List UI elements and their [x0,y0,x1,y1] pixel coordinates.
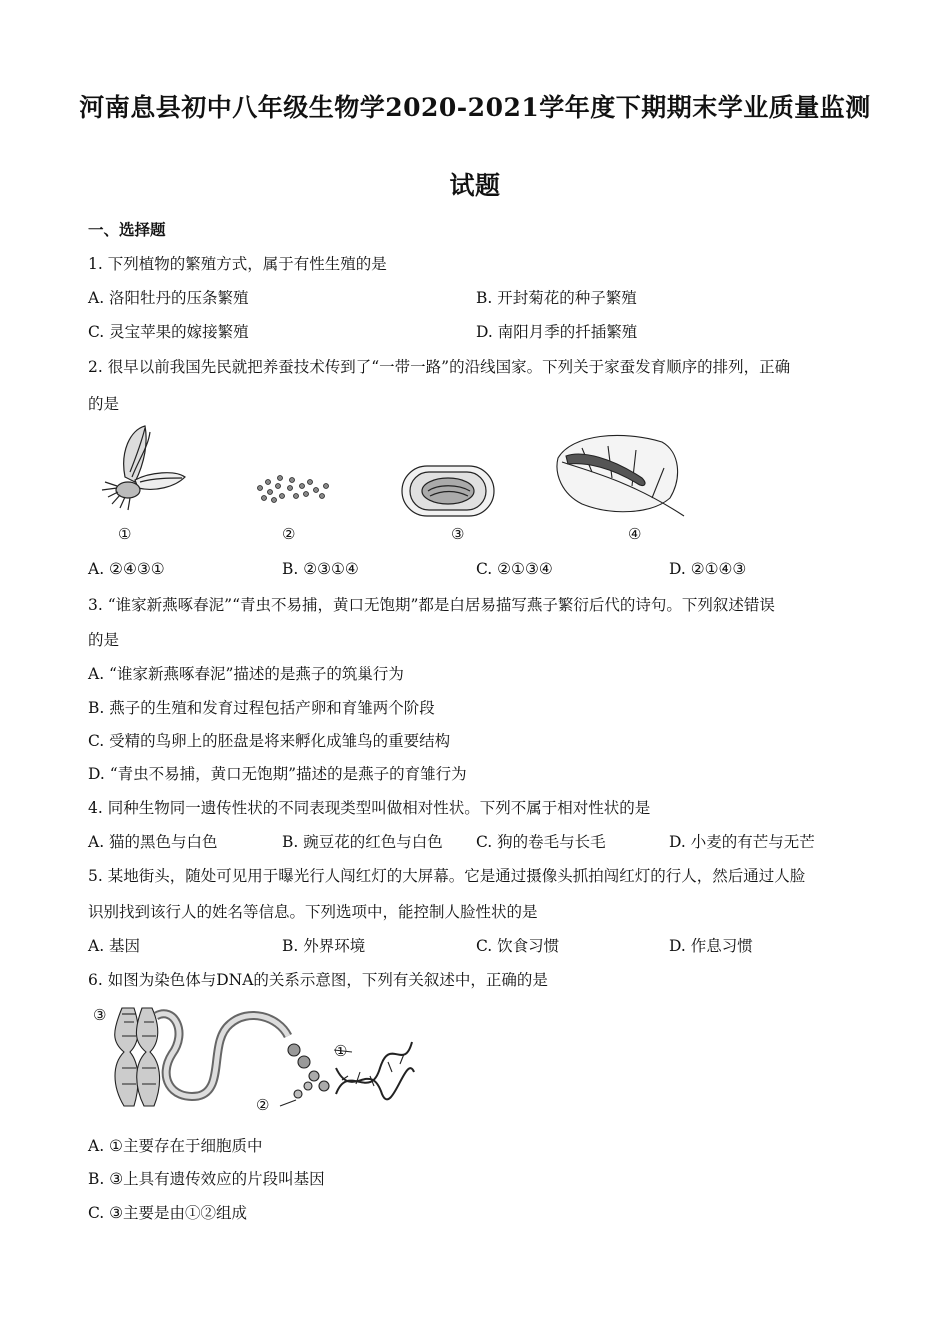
q4-option-a: A. 猫的黑色与白色 [88,833,218,851]
q5-stem-line2: 识别找到该行人的姓名等信息。下列选项中，能控制人脸性状的是 [88,903,538,921]
q3-option-c: C. 受精的鸟卵上的胚盘是将来孵化成雏鸟的重要结构 [88,732,451,750]
q6-option-b: B. ③上具有遗传效应的片段叫基因 [88,1170,325,1188]
q1-option-d: D. 南阳月季的扦插繁殖 [476,323,638,341]
q2-figure-label-4: ④ [628,525,642,543]
q2-option-d: D. ②①④③ [669,560,747,578]
q3-option-d: D. “青虫不易捕，黄口无饱期”描述的是燕子的育雏行为 [88,765,467,783]
q6-option-c: C. ③主要是由①②组成 [88,1204,248,1222]
q2-option-c: C. ②①③④ [476,560,553,578]
q2-option-a: A. ②④③① [88,560,165,578]
exam-title-line1: 河南息县初中八年级生物学2020-2021学年度下期期末学业质量监测 [79,93,871,122]
q5-stem-line1: 5. 某地街头，随处可见用于曝光行人闯红灯的大屏幕。它是通过摄像头抓拍闯红灯的行人，然后通过人脸 [88,867,806,885]
q2-stem-line1: 2. 很早以前我国先民就把养蚕技术传到了“一带一路”的沿线国家。下列关于家蚕发育顺序的排列，正确 [88,358,791,376]
q5-option-b: B. 外界环境 [282,937,366,955]
q4-option-b: B. 豌豆花的红色与白色 [282,833,443,851]
q1-option-b: B. 开封菊花的种子繁殖 [476,289,637,307]
q2-stem-line2: 的是 [88,395,120,413]
q5-option-a: A. 基因 [88,937,141,955]
q4-stem: 4. 同种生物同一遗传性状的不同表现类型叫做相对性状。下列不属于相对性状的是 [88,799,651,817]
q1-stem: 1. 下列植物的繁殖方式，属于有性生殖的是 [88,255,387,273]
q3-option-b: B. 燕子的生殖和发育过程包括产卵和育雏两个阶段 [88,699,435,717]
section-heading: 一、选择题 [88,220,166,239]
q6-option-a: A. ①主要存在于细胞质中 [88,1137,263,1155]
q6-figure-label-1: ① [334,1042,348,1060]
q3-stem-line1: 3. “谁家新燕啄春泥”“青虫不易捕，黄口无饱期”都是白居易描写燕子繁衍后代的诗句。下列叙述错误 [88,596,775,614]
q4-option-c: C. 狗的卷毛与长毛 [476,833,606,851]
q6-figure-label-3: ③ [93,1006,107,1024]
q2-figure-label-2: ② [282,525,296,543]
q2-figure-label-1: ① [118,525,132,543]
silkworm-leaf-illustration [552,428,690,520]
moth-illustration [90,422,190,522]
q1-option-a: A. 洛阳牡丹的压条繁殖 [88,289,249,307]
q3-option-a: A. “谁家新燕啄春泥”描述的是燕子的筑巢行为 [88,665,404,683]
q6-figure-label-2: ② [256,1096,270,1114]
q2-option-b: B. ②③①④ [282,560,359,578]
q3-stem-line2: 的是 [88,631,120,649]
q5-option-c: C. 饮食习惯 [476,937,560,955]
q5-option-d: D. 作息习惯 [669,937,753,955]
exam-title-line2: 试题 [449,171,501,200]
q4-option-d: D. 小麦的有芒与无芒 [669,833,815,851]
q2-figure-label-3: ③ [451,525,465,543]
q6-stem: 6. 如图为染色体与DNA的关系示意图，下列有关叙述中，正确的是 [88,971,548,989]
q1-option-c: C. 灵宝苹果的嫁接繁殖 [88,323,249,341]
eggs-illustration [252,470,336,508]
cocoon-illustration [398,460,498,522]
